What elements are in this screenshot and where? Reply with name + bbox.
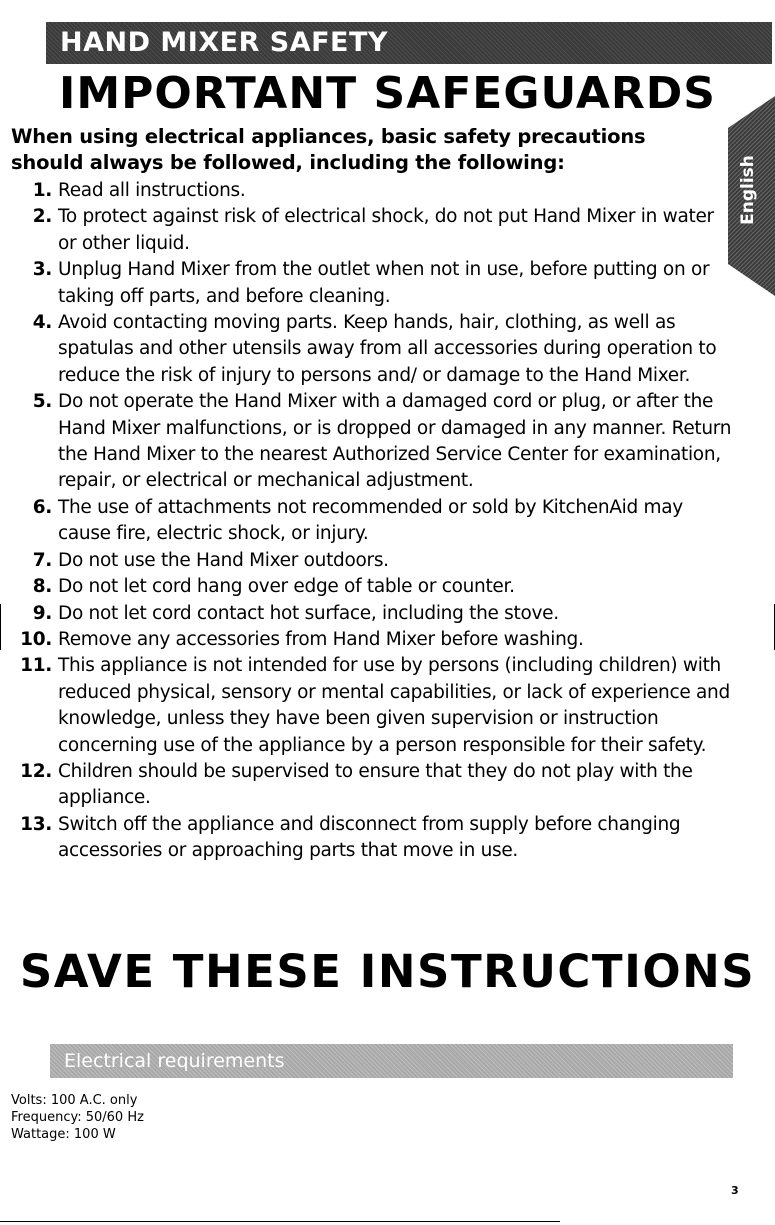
header-banner bbox=[46, 22, 772, 64]
item-text: Do not let cord contact hot surface, including the stove. bbox=[58, 602, 559, 624]
list-item bbox=[14, 759, 734, 812]
item-text: To protect against risk of electrical shock, do not put Hand Mixer in water or other liquid. bbox=[58, 206, 714, 254]
spec-wattage: Wattage: 100 W bbox=[11, 1127, 116, 1142]
item-text: Remove any accessories from Hand Mixer before washing. bbox=[58, 628, 584, 650]
item-text: Switch off the appliance and disconnect from supply before changing accessories or approaching parts that move in use. bbox=[58, 813, 681, 862]
item-number: 11. bbox=[20, 655, 52, 677]
item-number: 13. bbox=[20, 813, 52, 835]
item-number: 3. bbox=[32, 259, 52, 281]
list-item bbox=[14, 310, 734, 389]
item-number: 1. bbox=[32, 180, 52, 201]
spec-volts: Volts: 100 A.C. only bbox=[11, 1093, 138, 1108]
spec-frequency: Frequency: 50/60 Hz bbox=[11, 1110, 144, 1125]
item-number: 2. bbox=[32, 206, 52, 228]
list-item bbox=[14, 178, 734, 204]
item-number: 9. bbox=[32, 602, 52, 624]
language-tab-label: English bbox=[738, 155, 758, 225]
item-text: Avoid contacting moving parts. Keep hands, hair, clothing, as well as spatulas and other utensils away from all accessories during operation to reduce the risk of injury to persons and/ or damage to the Hand Mixer. bbox=[58, 312, 717, 386]
page-number: 3 bbox=[731, 1184, 739, 1197]
list-item bbox=[14, 204, 734, 257]
list-item bbox=[14, 389, 734, 495]
list-item bbox=[14, 653, 734, 759]
edge-mark-left bbox=[0, 604, 1, 650]
item-number: 10. bbox=[20, 628, 52, 650]
list-item bbox=[14, 601, 734, 627]
list-item bbox=[14, 257, 734, 310]
item-number: 5. bbox=[32, 391, 52, 413]
item-text: Children should be supervised to ensure that they do not play with the appliance. bbox=[58, 760, 693, 809]
bottom-rule bbox=[0, 1221, 560, 1222]
header-title: HAND MIXER SAFETY bbox=[60, 27, 388, 58]
list-item bbox=[14, 495, 734, 548]
item-text: Do not operate the Hand Mixer with a damaged cord or plug, or after the Hand Mixer malfunctions, or is dropped or damaged in any manner. Return the Hand Mixer to the nearest Authorized Service Center for examination, repair, or electrical or mechanical adjustment. bbox=[58, 391, 732, 492]
electrical-requirements-banner bbox=[50, 1044, 733, 1078]
save-instructions-title: SAVE THESE INSTRUCTIONS bbox=[19, 945, 756, 998]
item-number: 12. bbox=[20, 760, 52, 782]
item-text: The use of attachments not recommended or sold by KitchenAid may cause fire, electric shock, or injury. bbox=[58, 496, 683, 545]
page-title: IMPORTANT SAFEGUARDS bbox=[58, 68, 716, 119]
item-number: 7. bbox=[32, 549, 52, 571]
item-text: Do not let cord hang over edge of table or counter. bbox=[58, 576, 515, 598]
list-item bbox=[14, 548, 734, 574]
item-number: 8. bbox=[32, 576, 52, 598]
list-item bbox=[14, 812, 734, 865]
item-text: Do not use the Hand Mixer outdoors. bbox=[58, 549, 389, 571]
item-text: Unplug Hand Mixer from the outlet when not in use, before putting on or taking off parts, and before cleaning. bbox=[58, 259, 710, 307]
item-text: This appliance is not intended for use by persons (including children) with reduced physical, sensory or mental capabilities, or lack of experience and knowledge, unless they have been given supervision or instruction concerning use of the appliance by a person responsible for their safety. bbox=[58, 655, 730, 756]
item-number: 4. bbox=[32, 312, 52, 334]
list-item bbox=[14, 627, 734, 653]
electrical-requirements-title: Electrical requirements bbox=[64, 1050, 285, 1072]
item-number: 6. bbox=[32, 496, 52, 518]
intro-text: When using electrical appliances, basic safety precautions should always be followed, including the following: bbox=[11, 125, 646, 174]
electrical-specs bbox=[11, 1092, 144, 1143]
safeguards-list bbox=[14, 178, 734, 865]
item-text: Read all instructions. bbox=[58, 180, 246, 201]
list-item bbox=[14, 574, 734, 600]
